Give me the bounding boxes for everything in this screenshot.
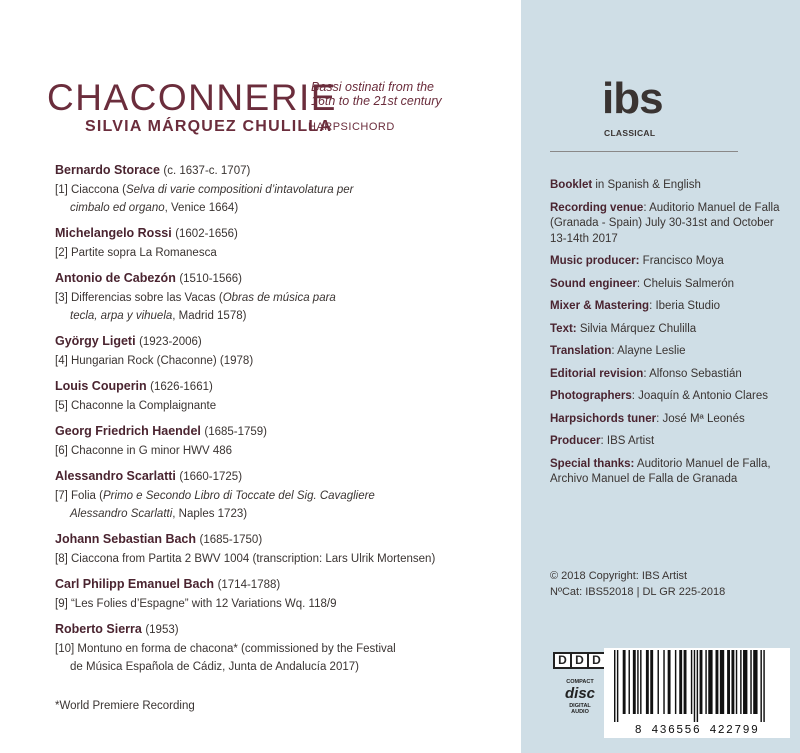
barcode-bar xyxy=(705,650,706,714)
ddd-letter: D xyxy=(587,652,606,669)
composer-name: Roberto Sierra xyxy=(55,622,142,636)
credit-line xyxy=(550,322,780,338)
barcode-bar xyxy=(736,650,737,714)
barcode-bar xyxy=(740,650,741,714)
composer-line xyxy=(55,620,455,640)
work-line: [4] Hungarian Rock (Chaconne) (1978) xyxy=(55,355,254,367)
work-line: [8] Ciaccona from Partita 2 BWV 1004 (transcription: Lars Ulrik Mortensen) xyxy=(55,553,436,565)
composer-dates: (1510-1566) xyxy=(179,273,242,285)
credit-value: : Cheluis Salmerón xyxy=(636,277,735,290)
barcode-bar xyxy=(629,650,630,714)
track-entry xyxy=(55,269,455,325)
credit-label: Text: xyxy=(550,322,577,335)
composer-name: Antonio de Cabezón xyxy=(55,271,176,285)
composer-dates: (1714-1788) xyxy=(217,579,281,591)
barcode-bar xyxy=(753,650,757,714)
credit-line xyxy=(550,389,780,405)
track-entry xyxy=(55,467,455,523)
track-entry xyxy=(55,422,455,460)
barcode-bar xyxy=(708,650,712,714)
composer-name: György Ligeti xyxy=(55,334,136,348)
work-line: [10] Montuno en forma de chacona* (commissioned by the Festival xyxy=(55,643,396,655)
composer-line xyxy=(55,575,455,595)
ddd-badge xyxy=(553,652,604,669)
composer-name: Louis Couperin xyxy=(55,379,147,393)
logo-subtitle: CLASSICAL xyxy=(604,128,656,138)
compact-disc-logo xyxy=(560,679,600,713)
barcode-bar xyxy=(663,650,664,714)
barcode-bar xyxy=(640,650,641,714)
barcode-bar xyxy=(697,650,698,722)
catalog-line: NºCat: IBS52018 | DL GR 225-2018 xyxy=(550,586,726,598)
credit-label: Editorial revision xyxy=(550,367,644,380)
cd-logo-top: COMPACT xyxy=(566,679,594,685)
ddd-letter: D xyxy=(570,652,589,669)
cd-logo-bottom: DIGITAL AUDIO xyxy=(569,703,591,715)
credit-label: Music producer: xyxy=(550,255,640,267)
credits-list xyxy=(550,178,780,495)
credit-line xyxy=(550,457,780,488)
barcode-bar xyxy=(743,650,747,714)
composer-line xyxy=(55,530,455,550)
composer-dates: (1660-1725) xyxy=(179,471,243,483)
logo-wordmark: ibs xyxy=(602,74,663,123)
barcode-bar xyxy=(727,650,730,714)
instrument-label: HARPSICHORD xyxy=(308,121,395,133)
credit-value: : Iberia Studio xyxy=(649,300,721,312)
composer-dates: (c. 1637-c. 1707) xyxy=(163,165,251,177)
credit-line xyxy=(550,344,780,360)
credit-line xyxy=(550,367,780,383)
composer-line xyxy=(55,161,455,181)
credit-line xyxy=(550,412,780,428)
credit-label: Special thanks: xyxy=(550,457,635,470)
credit-value: : José Mª Leonés xyxy=(656,412,745,425)
credit-line xyxy=(550,201,780,248)
composer-dates: (1953) xyxy=(145,624,179,636)
track-entry xyxy=(55,332,455,370)
barcode-bar xyxy=(637,650,638,714)
track-entry xyxy=(55,377,455,415)
composer-dates: (1602-1656) xyxy=(175,228,238,240)
barcode-bar xyxy=(614,650,615,722)
barcode-bar xyxy=(691,650,692,714)
barcode-bar xyxy=(679,650,682,714)
barcode-bar xyxy=(668,650,671,714)
barcode-bar xyxy=(720,650,724,714)
album-subtitle: Bassi ostinati from the 16th to the 21st century xyxy=(311,80,442,108)
barcode-bar xyxy=(650,650,653,714)
credit-label: Sound engineer xyxy=(550,277,637,290)
work-line: [7] Folia (Primo e Secondo Libro di Toccate del Sig. Cavagliere xyxy=(55,490,375,502)
credit-value: : IBS Artist xyxy=(600,435,655,447)
credit-value: Auditorio Manuel de Falla, Archivo Manuel de Falla de Granada xyxy=(550,457,771,485)
track-entry xyxy=(55,161,455,217)
credit-value: in Spanish & English xyxy=(592,179,701,191)
work-line: cimbalo ed organo, Venice 1664) xyxy=(70,202,239,214)
ibs-classical-logo xyxy=(602,74,663,146)
barcode-digits: 8 436556 422799 xyxy=(634,724,760,737)
barcode-bar xyxy=(694,650,695,722)
work-line: [5] Chaconne la Complaignante xyxy=(55,400,217,412)
credit-value: Francisco Moya xyxy=(639,255,724,267)
barcode-bar xyxy=(646,650,649,714)
composer-dates: (1626-1661) xyxy=(150,381,213,393)
work-line: de Música Española de Cádiz, Junta de Andalucía 2017) xyxy=(70,661,359,673)
credit-value: Silvia Márquez Chulilla xyxy=(576,322,697,335)
copyright-block xyxy=(550,568,780,600)
work-line: [2] Partite sopra La Romanesca xyxy=(55,247,217,259)
work-line: [6] Chaconne in G minor HWV 486 xyxy=(55,445,233,457)
barcode-bar xyxy=(675,650,676,714)
track-entry xyxy=(55,530,455,568)
credit-label: Booklet xyxy=(550,179,593,191)
track-entry xyxy=(55,620,455,676)
credit-label: Mixer & Mastering xyxy=(550,300,650,312)
composer-name: Alessandro Scarlatti xyxy=(55,469,176,483)
credit-line xyxy=(550,434,780,450)
barcode-bar xyxy=(750,650,751,714)
composer-dates: (1923-2006) xyxy=(139,336,202,348)
work-line: Alessandro Scarlatti, Naples 1723) xyxy=(70,508,248,520)
composer-line xyxy=(55,467,455,487)
credit-label: Producer xyxy=(550,435,601,447)
barcode-bar xyxy=(623,650,626,714)
barcode-bar xyxy=(633,650,636,714)
composer-line xyxy=(55,224,455,244)
composer-dates: (1685-1759) xyxy=(204,426,268,438)
performer-name: SILVIA MÁRQUEZ CHULILLA xyxy=(85,118,333,135)
barcode-bar xyxy=(700,650,703,714)
composer-line xyxy=(55,332,455,352)
ddd-letter: D xyxy=(553,652,572,669)
track-list xyxy=(55,161,455,683)
work-line: [3] Differencias sobre las Vacas (Obras de música para xyxy=(55,292,336,304)
barcode-bar xyxy=(760,650,761,722)
composer-name: Carl Philipp Emanuel Bach xyxy=(55,577,215,591)
work-line: tecla, arpa y vihuela, Madrid 1578) xyxy=(70,310,247,322)
credit-label: Harpsichords tuner xyxy=(550,412,657,425)
composer-name: Bernardo Storace xyxy=(55,163,160,177)
barcode-bar xyxy=(763,650,764,722)
credit-value: : Auditorio Manuel de Falla (Granada - Spain) July 30-31st and October 13-14th 2017 xyxy=(550,201,780,245)
barcode xyxy=(604,648,790,738)
footnote: *World Premiere Recording xyxy=(55,700,195,712)
credit-label: Recording venue xyxy=(550,201,644,214)
track-entry xyxy=(55,224,455,262)
barcode-bars xyxy=(604,648,790,724)
composer-line xyxy=(55,377,455,397)
track-entry xyxy=(55,575,455,613)
credit-label: Translation xyxy=(550,345,612,357)
work-line: [1] Ciaccona (Selva di varie compositioni d’intavolatura per xyxy=(55,184,354,196)
credit-value: : Alayne Leslie xyxy=(611,345,686,357)
credit-value: : Alfonso Sebastián xyxy=(643,367,742,380)
barcode-bar xyxy=(658,650,659,714)
credit-line xyxy=(550,277,780,293)
credit-label: Photographers xyxy=(550,390,632,402)
composer-name: Georg Friedrich Haendel xyxy=(55,424,201,438)
work-line: [9] “Les Folies d’Espagne” with 12 Variations Wq. 118/9 xyxy=(55,598,337,610)
barcode-bar xyxy=(617,650,618,722)
credit-line xyxy=(550,178,780,194)
composer-name: Johann Sebastian Bach xyxy=(55,532,197,546)
cd-logo-main: disc xyxy=(564,685,595,702)
credit-line xyxy=(550,299,780,315)
barcode-bar xyxy=(684,650,687,714)
barcode-bar xyxy=(731,650,734,714)
composer-line xyxy=(55,422,455,442)
credit-value: : Joaquín & Antonio Clares xyxy=(631,390,768,402)
credit-line xyxy=(550,254,780,270)
album-title: CHACONNERIE xyxy=(47,77,337,118)
barcode-bar xyxy=(716,650,719,714)
divider xyxy=(550,151,738,152)
composer-line xyxy=(55,269,455,289)
copyright-line: © 2018 Copyright: IBS Artist xyxy=(550,570,688,582)
composer-name: Michelangelo Rossi xyxy=(55,226,172,240)
composer-dates: (1685-1750) xyxy=(199,534,263,546)
